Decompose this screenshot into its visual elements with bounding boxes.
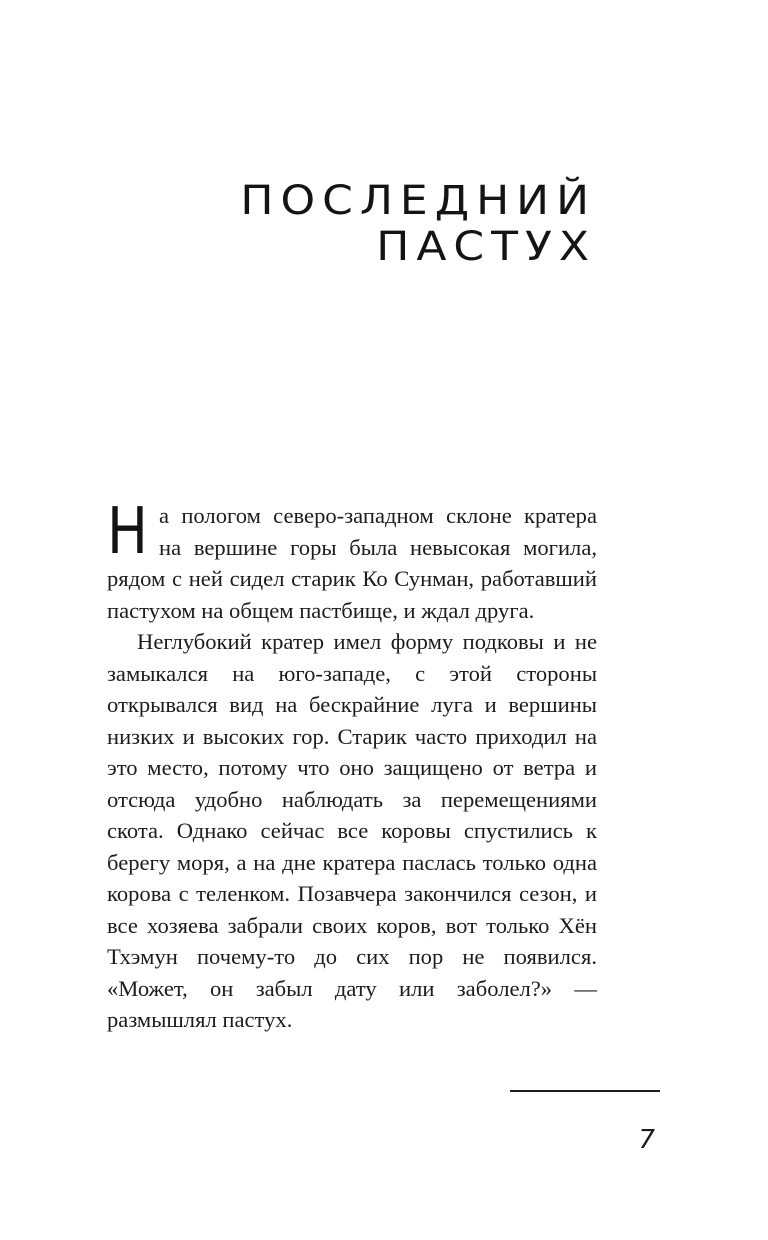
footer-divider <box>510 1090 660 1092</box>
chapter-title-line-2: ПАСТУХ <box>376 223 596 270</box>
chapter-title <box>240 178 596 270</box>
drop-cap: Н <box>107 495 148 569</box>
chapter-body <box>107 495 597 1036</box>
paragraph-2: Неглубокий кратер имел форму подковы и не замыкался на юго-западе, с этой стороны открывался вид на бескрайние луга и вершины низких и высоких гор. Старик часто приходил на это место, потому что оно защищено от ветра и отсюда удобно наблюдать за перемещениями скота. Однако сейчас все коровы спустились к берегу моря, а на дне кратера паслась только одна корова с теленком. Позавчера закончился сезон, и все хозяева забрали своих коров, вот только Хён Тхэмун почему-то до сих пор не появился. «Может, он забыл дату или заболел?» — размышлял пастух. <box>107 629 597 1032</box>
chapter-title-line-1: ПОСЛЕДНИЙ <box>240 177 596 224</box>
paragraph-1 <box>107 495 597 626</box>
paragraph-1-text: а пологом северо-западном склоне кратера на вершине горы была невысокая могила, рядом с ней сидел старик Ко Сунман, работавший пастухом на общем пастбище, и ждал друга. <box>107 503 597 623</box>
page-number: 7 <box>638 1125 655 1155</box>
